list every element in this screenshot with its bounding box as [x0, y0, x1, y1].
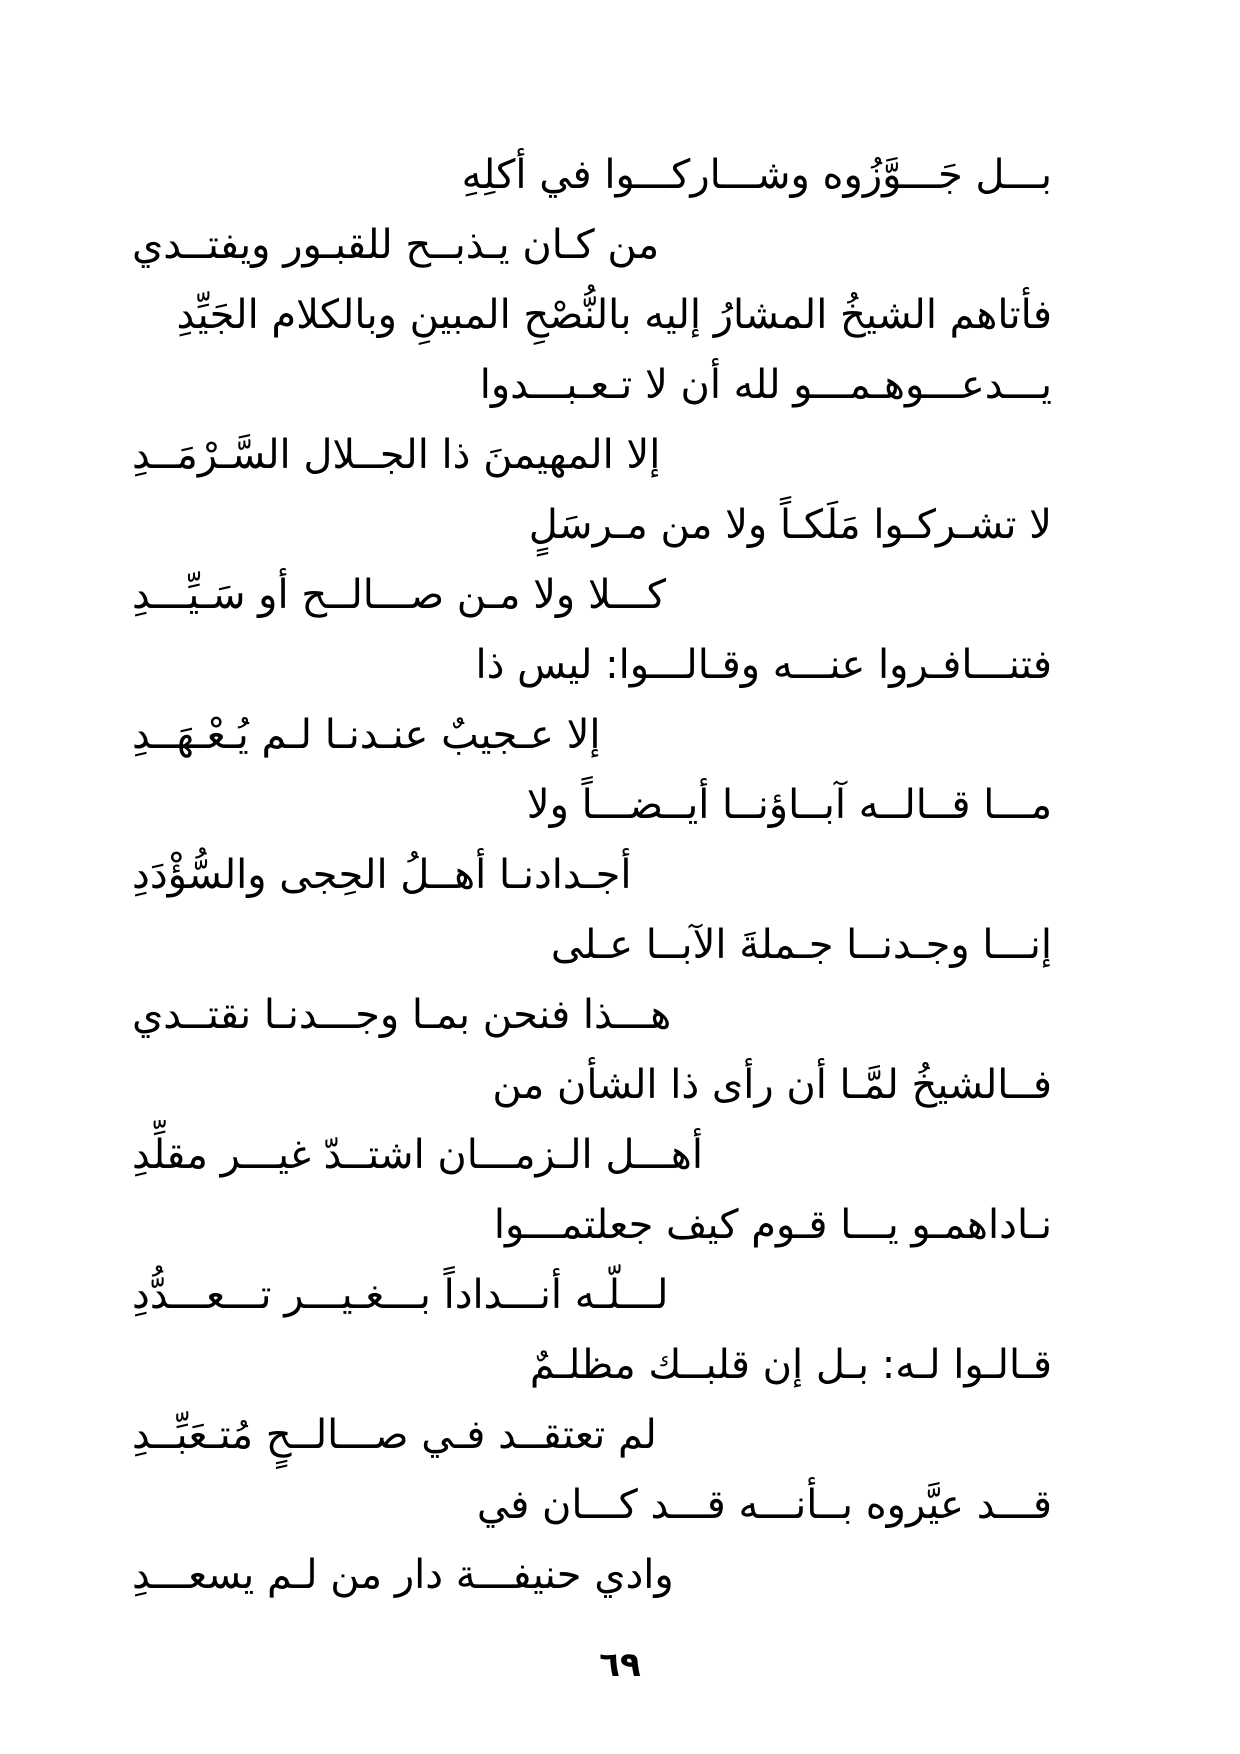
- verse-line: فأتاهم الشيخُ المشارُ إليه بالنُّصْحِ المبينِ وبالكلام الجَيِّدِ: [176, 292, 1052, 338]
- verse-line: يـــدعـــوهـمـــو لله أن لا تـعـبـــدوا: [479, 362, 1052, 408]
- verse-line: إلا عـجيبٌ عنـدنـا لـم يُـعْـهَــدِ: [132, 712, 601, 758]
- verse-line: قـالـوا لـه: بـل إن قلبــك مظلـمٌ: [529, 1342, 1052, 1388]
- verse-line: بـــل جَـــوَّزُوه وشـــاركـــوا في أكلِهِ: [461, 152, 1052, 198]
- verse-line: هـــذا فنحن بمـا وجـــدنـا نقتــدي: [132, 992, 672, 1038]
- verse-line: فتنـــافـروا عنـــه وقـالـــوا: ليس ذا: [475, 642, 1052, 688]
- verse-line: إنـــا وجـدنــا جـملةَ الآبــا عـلى: [550, 922, 1052, 968]
- verse-line: لم تعتقــد فـي صـــالــحٍ مُتـعَبِّــدِ: [132, 1412, 657, 1458]
- verse-line: لا تشـركـوا مَلَكـاً ولا من مـرسَلٍ: [528, 502, 1052, 548]
- verse-line: نـاداهمـو يـــا قـوم كيف جعلتمـــوا: [493, 1202, 1052, 1248]
- verse-line: وادي حنيفـــة دار من لـم يسعـــدِ: [132, 1552, 674, 1598]
- verse-line: قـــد عيَّروه بــأنـــه قـــد كـــان في: [476, 1482, 1052, 1528]
- verse-line: كـــلا ولا مـن صـــالــح أو سَـيِّـــدِ: [132, 572, 667, 618]
- poem-body: [132, 140, 1062, 1610]
- verse-line: أجـدادنـا أهــلُ الحِجى والسُّؤْدَدِ: [132, 852, 632, 898]
- verse-line: من كـان يـذبــح للقبـور ويفتــدي: [132, 222, 660, 268]
- page-number: ٦٩: [599, 1645, 641, 1685]
- verse-line: إلا المهيمنَ ذا الجــلال السَّـرْمَــدِ: [132, 432, 661, 478]
- verse-line: فــالشيخُ لمَّـا أن رأى ذا الشأن من: [492, 1062, 1052, 1108]
- verse-line: مـــا قــالــه آبــاؤنــا أيــضـــاً ولا: [526, 782, 1052, 828]
- verse-line: أهـــل الـزمـــان اشتــدّ غيـــر مقلِّدِ: [132, 1132, 703, 1178]
- verse-line: لـــلّـه أنـــداداً بـــغـيـــر تـــعـــدُّدِ: [132, 1272, 669, 1318]
